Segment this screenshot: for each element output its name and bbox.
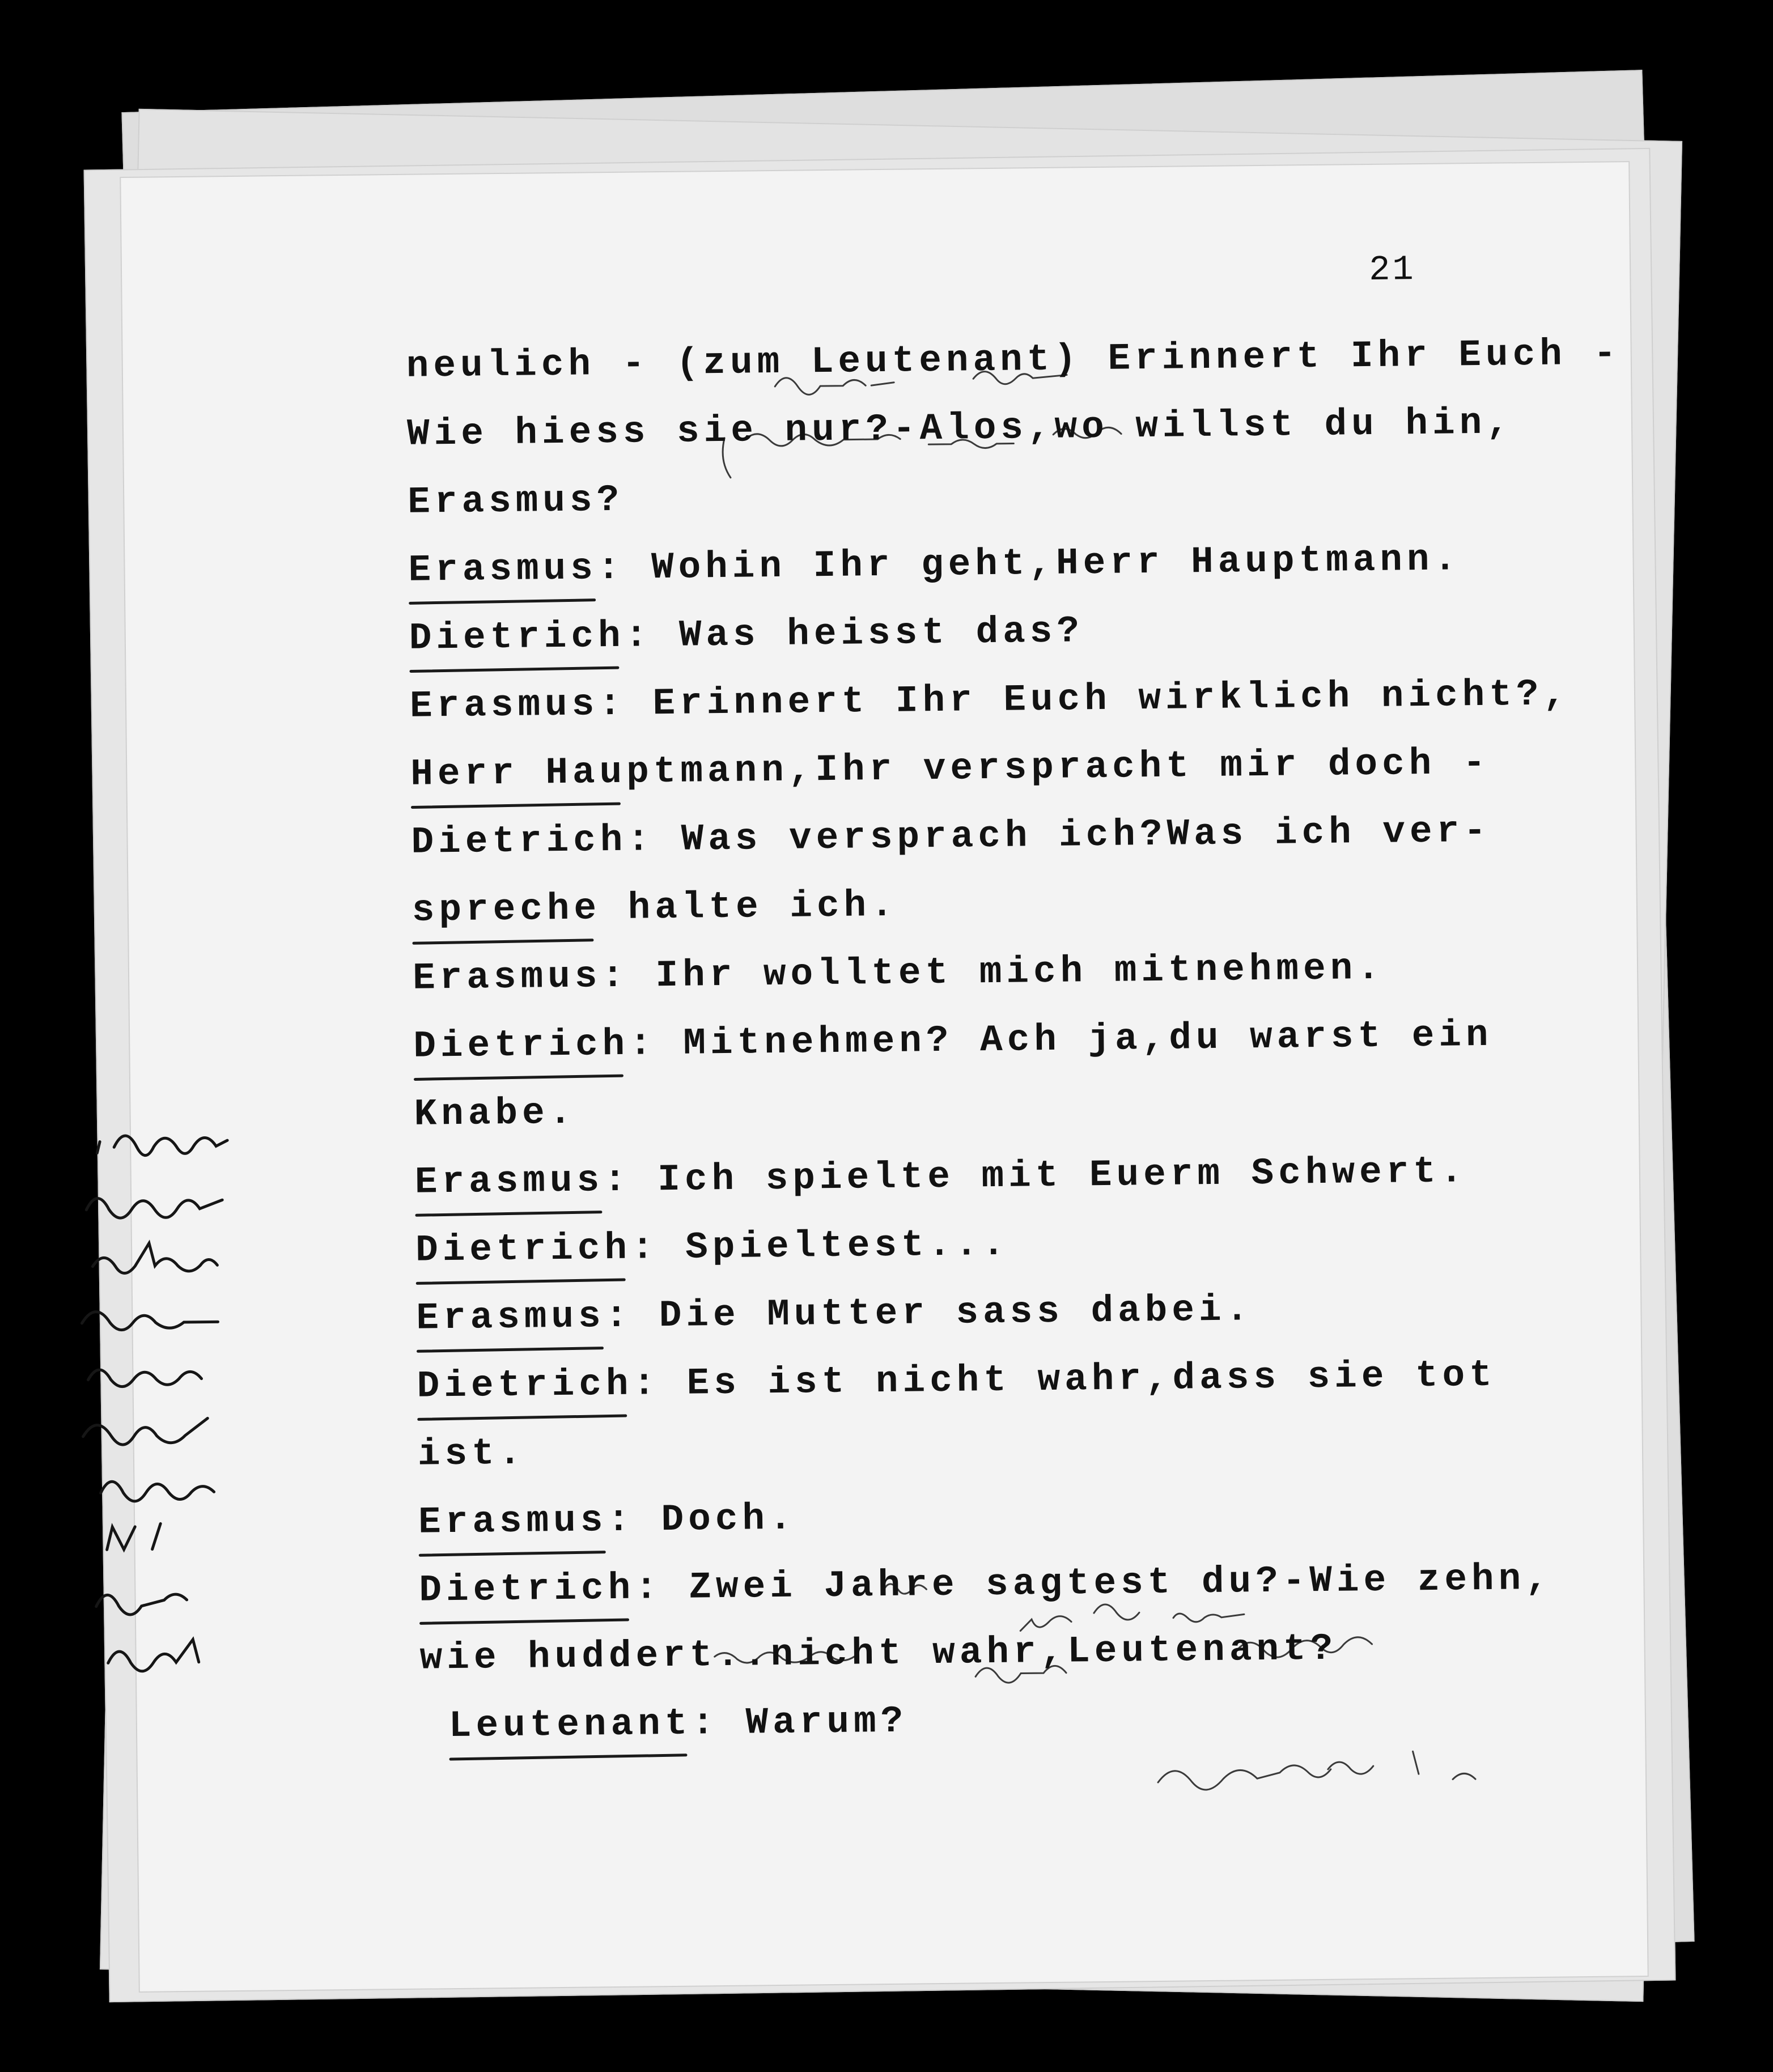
typed-line: Knabe.	[414, 1091, 576, 1136]
typed-line: Dietrich: Spieltest...	[415, 1222, 1009, 1272]
typed-line: Dietrich: Was heisst das?	[409, 610, 1084, 660]
typed-line: Dietrich: Zwei Jahre sagtest du?-Wie zehn,	[419, 1557, 1553, 1612]
typed-line: Leutenant: Warum?	[448, 1700, 908, 1748]
typed-line: Erasmus: Doch.	[418, 1497, 797, 1544]
typed-line: Dietrich: Es ist nicht wahr,dass sie tot	[417, 1353, 1497, 1408]
typed-line: Dietrich: Was versprach ich?Was ich ver-	[411, 809, 1491, 864]
typescript-page	[121, 162, 1647, 1992]
margin-handwriting	[63, 1117, 307, 1686]
typed-line: Erasmus: Die Mutter sass dabei.	[416, 1288, 1253, 1340]
typed-line: Herr Hauptmann,Ihr verspracht mir doch -	[410, 741, 1490, 796]
page-number: 21	[1368, 249, 1416, 290]
typed-line: Wie hiess sie nur?-Alos,wo willst du hin,	[406, 401, 1514, 456]
typed-line: spreche halte ich.	[412, 884, 898, 932]
typed-line: Erasmus: Wohin Ihr geht,Herr Hauptmann.	[408, 538, 1461, 592]
typed-line: Dietrich: Mitnehmen? Ach ja,du warst ein	[413, 1013, 1493, 1068]
page-stack	[34, 23, 1746, 2006]
typed-line: Erasmus: Erinnert Ihr Euch wirklich nicht?,	[409, 673, 1571, 728]
typed-line: Erasmus: Ihr wolltet mich mitnehmen.	[412, 946, 1385, 1000]
typed-line: Erasmus?	[407, 478, 624, 524]
typed-line: Erasmus: Ich spielte mit Euerm Schwert.	[414, 1150, 1467, 1204]
typed-line: ist.	[417, 1432, 526, 1476]
typed-line: neulich - (zum Leutenant) Erinnert Ihr Euch -	[406, 332, 1621, 388]
typed-line: wie huddert..nicht wahr,Leutenant?	[419, 1627, 1338, 1680]
